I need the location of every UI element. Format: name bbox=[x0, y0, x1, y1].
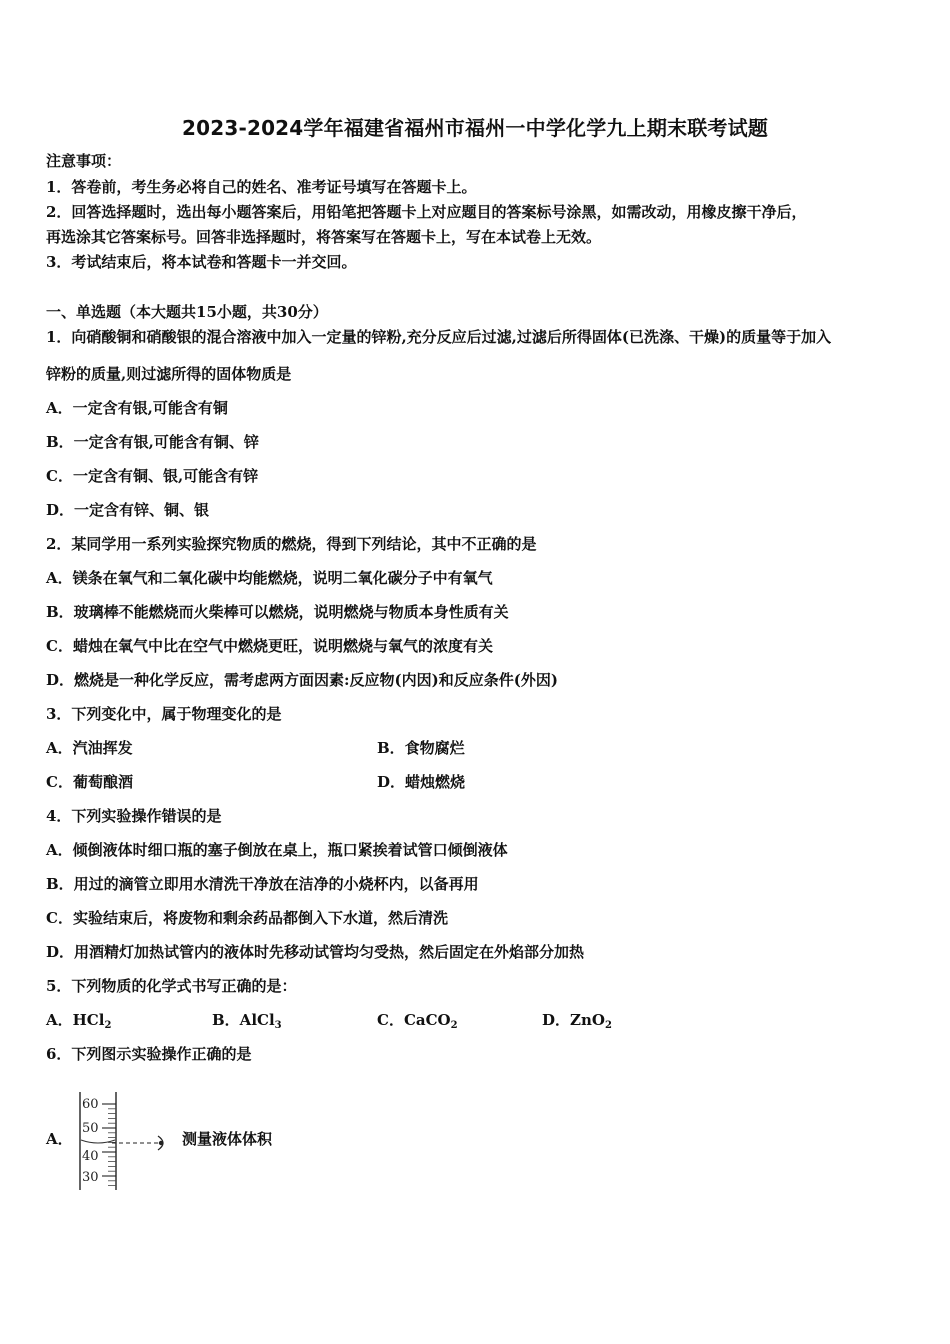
scale-tick-60: 60 bbox=[82, 1097, 99, 1112]
notice-item-2-cont: 再选涂其它答案标号。回答非选择题时，将答案写在答题卡上，写在本试卷上无效。 bbox=[46, 228, 602, 246]
q5-option-b-label: B．AlCl bbox=[212, 1011, 275, 1029]
q4-option-d: D．用酒精灯加热试管内的液体时先移动试管均匀受热，然后固定在外焰部分加热 bbox=[46, 943, 585, 961]
q5-stem: 5．下列物质的化学式书写正确的是： bbox=[46, 977, 297, 995]
scale-tick-40: 40 bbox=[82, 1149, 99, 1164]
q5-option-d-sub: 2 bbox=[604, 1020, 612, 1031]
q3-stem: 3．下列变化中，属于物理变化的是 bbox=[46, 705, 282, 723]
q5-option-a bbox=[46, 1010, 111, 1030]
q2-stem: 2．某同学用一系列实验探究物质的燃烧，得到下列结论，其中不正确的是 bbox=[46, 535, 537, 553]
q3-option-b: B．食物腐烂 bbox=[377, 739, 465, 757]
q3-option-d: D．蜡烛燃烧 bbox=[377, 773, 466, 791]
q4-option-c: C．实验结束后，将废物和剩余药品都倒入下水道，然后清洗 bbox=[46, 909, 448, 927]
q1-stem-line1: 1．向硝酸铜和硝酸银的混合溶液中加入一定量的锌粉,充分反应后过滤,过滤后所得固体(已洗涤、干燥)的质量等于加入 bbox=[46, 328, 832, 346]
q5-option-c-label: C．CaCO bbox=[377, 1011, 451, 1029]
q3-option-a: A．汽油挥发 bbox=[46, 739, 133, 757]
q6-option-a-caption: 测量液体体积 bbox=[182, 1130, 273, 1148]
q5-option-b bbox=[212, 1010, 282, 1030]
notice-heading: 注意事项： bbox=[46, 152, 122, 170]
notice-item-2: 2．回答选择题时，选出每小题答案后，用铅笔把答题卡上对应题目的答案标号涂黑，如需改动，用橡皮擦干净后， bbox=[46, 203, 807, 221]
page-title: 2023-2024学年福建省福州市福州一中学化学九上期末联考试题 bbox=[181, 116, 769, 140]
q5-option-d bbox=[542, 1010, 612, 1030]
notice-item-3: 3．考试结束后，将本试卷和答题卡一并交回。 bbox=[46, 253, 357, 271]
q5-option-c-sub: 2 bbox=[450, 1020, 458, 1031]
q5-option-c bbox=[377, 1010, 458, 1030]
section-heading: 一、单选题（本大题共15小题，共30分） bbox=[46, 303, 328, 321]
q3-option-c: C．葡萄酿酒 bbox=[46, 773, 133, 791]
graduated-cylinder-icon bbox=[72, 1090, 182, 1195]
q4-option-a: A．倾倒液体时细口瓶的塞子倒放在桌上，瓶口紧挨着试管口倾倒液体 bbox=[46, 841, 508, 859]
scale-tick-30: 30 bbox=[82, 1170, 99, 1185]
q1-option-b: B．一定含有银,可能含有铜、锌 bbox=[46, 433, 259, 451]
q6-option-a-figure bbox=[46, 1090, 346, 1195]
q5-option-a-label: A．HCl bbox=[46, 1011, 105, 1029]
q6-stem: 6．下列图示实验操作正确的是 bbox=[46, 1045, 252, 1063]
q5-option-a-sub: 2 bbox=[104, 1020, 112, 1031]
notice-item-1: 1．答卷前，考生务必将自己的姓名、准考证号填写在答题卡上。 bbox=[46, 178, 477, 196]
q4-option-b: B．用过的滴管立即用水清洗干净放在洁净的小烧杯内，以备再用 bbox=[46, 875, 479, 893]
scale-tick-50: 50 bbox=[82, 1121, 99, 1136]
q1-option-d: D．一定含有锌、铜、银 bbox=[46, 501, 210, 519]
q1-option-a: A．一定含有银,可能含有铜 bbox=[46, 399, 228, 417]
q2-option-d: D．燃烧是一种化学反应，需考虑两方面因素:反应物(内因)和反应条件(外因) bbox=[46, 671, 558, 689]
q2-option-b: B．玻璃棒不能燃烧而火柴棒可以燃烧，说明燃烧与物质本身性质有关 bbox=[46, 603, 509, 621]
q2-option-a: A．镁条在氧气和二氧化碳中均能燃烧，说明二氧化碳分子中有氧气 bbox=[46, 569, 493, 587]
q5-option-b-sub: 3 bbox=[274, 1020, 282, 1031]
q6-option-a-label: A． bbox=[46, 1130, 73, 1148]
q2-option-c: C．蜡烛在氧气中比在空气中燃烧更旺，说明燃烧与氧气的浓度有关 bbox=[46, 637, 493, 655]
q1-stem-line2: 锌粉的质量,则过滤所得的固体物质是 bbox=[46, 365, 292, 383]
q5-option-d-label: D．ZnO bbox=[542, 1011, 605, 1029]
q4-stem: 4．下列实验操作错误的是 bbox=[46, 807, 222, 825]
q1-option-c: C．一定含有铜、银,可能含有锌 bbox=[46, 467, 259, 485]
